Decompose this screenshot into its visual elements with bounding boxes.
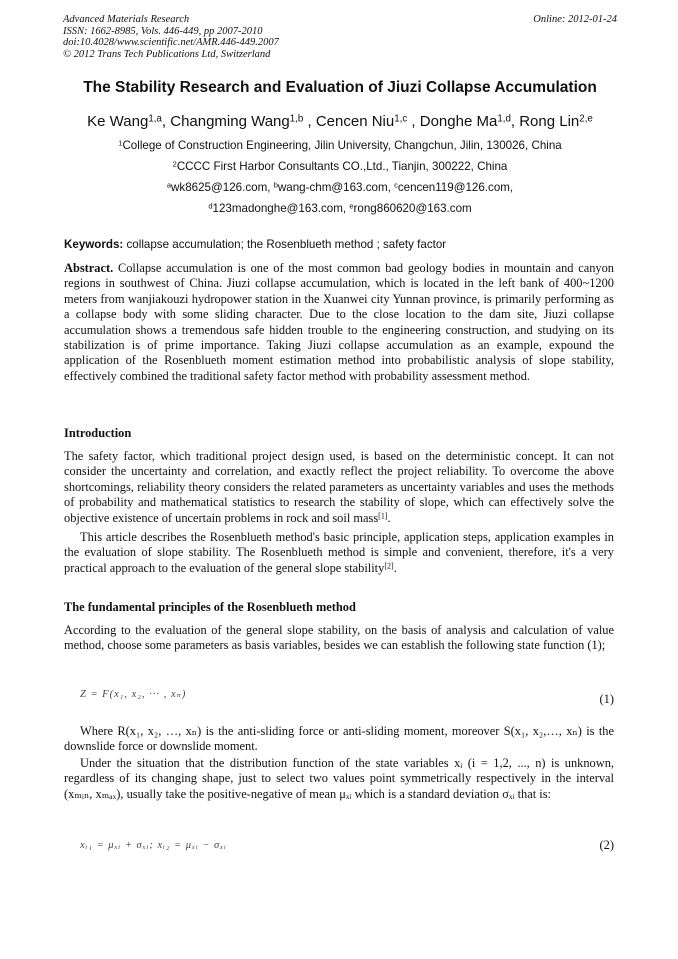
email-address[interactable]: cencen119@126.com, [397, 181, 514, 194]
copyright-line: © 2012 Trans Tech Publications Ltd, Switzerland [63, 48, 271, 60]
online-date: Online: 2012-01-24 [533, 14, 617, 25]
email-line-1 [40, 181, 640, 194]
author-name: Donghe Ma [419, 113, 498, 130]
journal-header [63, 14, 617, 60]
author-name: Rong Lin [519, 113, 580, 130]
keywords-label: Keywords: [64, 238, 124, 251]
affiliation-text: College of Construction Engineering, Jilin University, Changchun, Jilin, 130026, China [122, 139, 562, 152]
keywords-line [64, 238, 618, 251]
intro-text-end: . [393, 560, 397, 575]
intro-text-end: . [387, 510, 391, 525]
author-list: Ke Wang$^{1,a}$, Changming Wang$^{1,b}$ , Cencen Niu$^{1,c}$ , Donghe Ma$^{1,d}$, Rong Lin$^{2,e}$ [87, 113, 593, 130]
author-name: Changming Wang [170, 113, 290, 130]
citation-ref[interactable]: [1] [378, 511, 388, 520]
email-address[interactable]: 123madonghe@163.com, [212, 202, 350, 215]
equation-2: xᵢ₁ = μₓᵢ + σₓᵢ; xᵢ₂ = μₓᵢ − σₓᵢ [80, 840, 227, 851]
doi-line: doi:10.4028/www.scientific.net/AMR.446-449.2007 [63, 37, 279, 48]
email-sup: d [208, 201, 213, 211]
email-sup: b [273, 180, 278, 190]
intro-paragraph-2 [64, 530, 614, 576]
fundamentals-paragraph-2: Where R(x₁, x₂, …, xₙ) is the anti-sliding force or anti-sliding moment, moreover S(x₁, x₂,…, xₙ) is the downslide force or downslide moment. [64, 724, 614, 754]
email-line-2 [40, 202, 640, 215]
fundamentals-paragraph-3: Under the situation that the distribution function of the state variables xᵢ (i = 1,2, ..., n) is unknown, regardless of its changing shape, just to select two values point symmetrically respectively in the interval (xₘᵢₙ, xₘₐₓ), usually take the positive-negative of mean μₓᵢ which is a standard deviation σₓᵢ that is: [64, 756, 614, 801]
paper-title: The Stability Research and Evaluation of Jiuzi Collapse Accumulation [83, 79, 597, 96]
author-sup: 1,d [497, 113, 511, 125]
author-name: Ke Wang [87, 113, 149, 130]
abstract-label: Abstract. [64, 261, 114, 275]
email-sup: c [394, 180, 398, 190]
equation-1: Z = F(x₁, x₂, ··· , xₙ) [80, 689, 187, 700]
fundamentals-heading: The fundamental principles of the Rosenblueth method [64, 600, 356, 614]
author-sup: 2,e [579, 113, 593, 125]
email-address[interactable]: wk8625@126.com, [171, 181, 274, 194]
fundamentals-paragraph-1: According to the evaluation of the general slope stability, on the basis of analysis and calculation of value method, choose some parameters as basis variables, besides we can establish the following state function (1); [64, 623, 614, 653]
email-address[interactable]: wang-chm@163.com, [277, 181, 395, 194]
affiliation-text: CCCC First Harbor Consultants CO.,Ltd., Tianjin, 300222, China [176, 160, 508, 173]
author-sup: 1,a [148, 113, 162, 125]
citation-ref[interactable]: [2] [384, 561, 394, 571]
affiliation-2 [40, 160, 640, 173]
equation-2-number: (2) [599, 838, 614, 852]
issn-line: ISSN: 1662-8985, Vols. 446-449, pp 2007-2010 [63, 25, 263, 37]
email-address[interactable]: rong860620@163.com [353, 202, 472, 215]
author-sup: 1,c [394, 113, 408, 125]
introduction-heading: Introduction [64, 426, 132, 440]
abstract-text: Collapse accumulation is one of the most common bad geology bodies in mountain and canyon regions in southwest of China. Jiuzi collapse accumulation, which is located in the left bank of 400~1200 meters from wanjiakouzi hydropower station in the Xuanwei city Yunnan province, is primarily performing as a collapse body with some sliding character. Due to the close location to the dam site, Jiuzi collapse accumulation shows a tremendous safe hidden trouble to the engineering construction, and studying on its stabilization is of prime importance. Taking Jiuzi collapse accumulation as an example, expound the application of the Rosenblueth moment estimation method into probabilistic analysis of slope stability, effectively combined the traditional safety factor method with probability assessment method. [64, 261, 614, 383]
author-sup: 1,b [289, 113, 304, 125]
email-sup: e [349, 201, 354, 211]
email-sup: a [166, 180, 172, 190]
equation-1-number: (1) [599, 692, 614, 706]
affiliation-sup: 1 [118, 138, 123, 148]
intro-paragraph-1 [64, 449, 614, 526]
author-name: Cencen Niu [315, 113, 395, 130]
abstract-paragraph [64, 261, 614, 384]
affiliation-sup: 2 [172, 159, 177, 169]
intro-text: The safety factor, which traditional project design used, is based on the deterministic concept. It can not consider the uncertainty and correlation, and exactly reflect the project reliability. To overcome the above shortcomings, reliability theory considers the related parameters as uncertainty variables and uses the methods of probability and mathematical statistics to research the stability of slope, which can effectively solve the objective existence of uncertain problems in rock and soil mass [64, 449, 614, 525]
journal-name: Advanced Materials Research [63, 14, 190, 25]
affiliation-1 [40, 139, 640, 152]
intro-text: This article describes the Rosenblueth method's basic principle, application steps, application examples in the evaluation of slope stability. The Rosenblueth method is simple and convenient, therefore, it's a very practical approach to the evaluation of the general slope stability [64, 530, 614, 575]
keywords-text: collapse accumulation; the Rosenblueth method ; safety factor [123, 238, 447, 251]
